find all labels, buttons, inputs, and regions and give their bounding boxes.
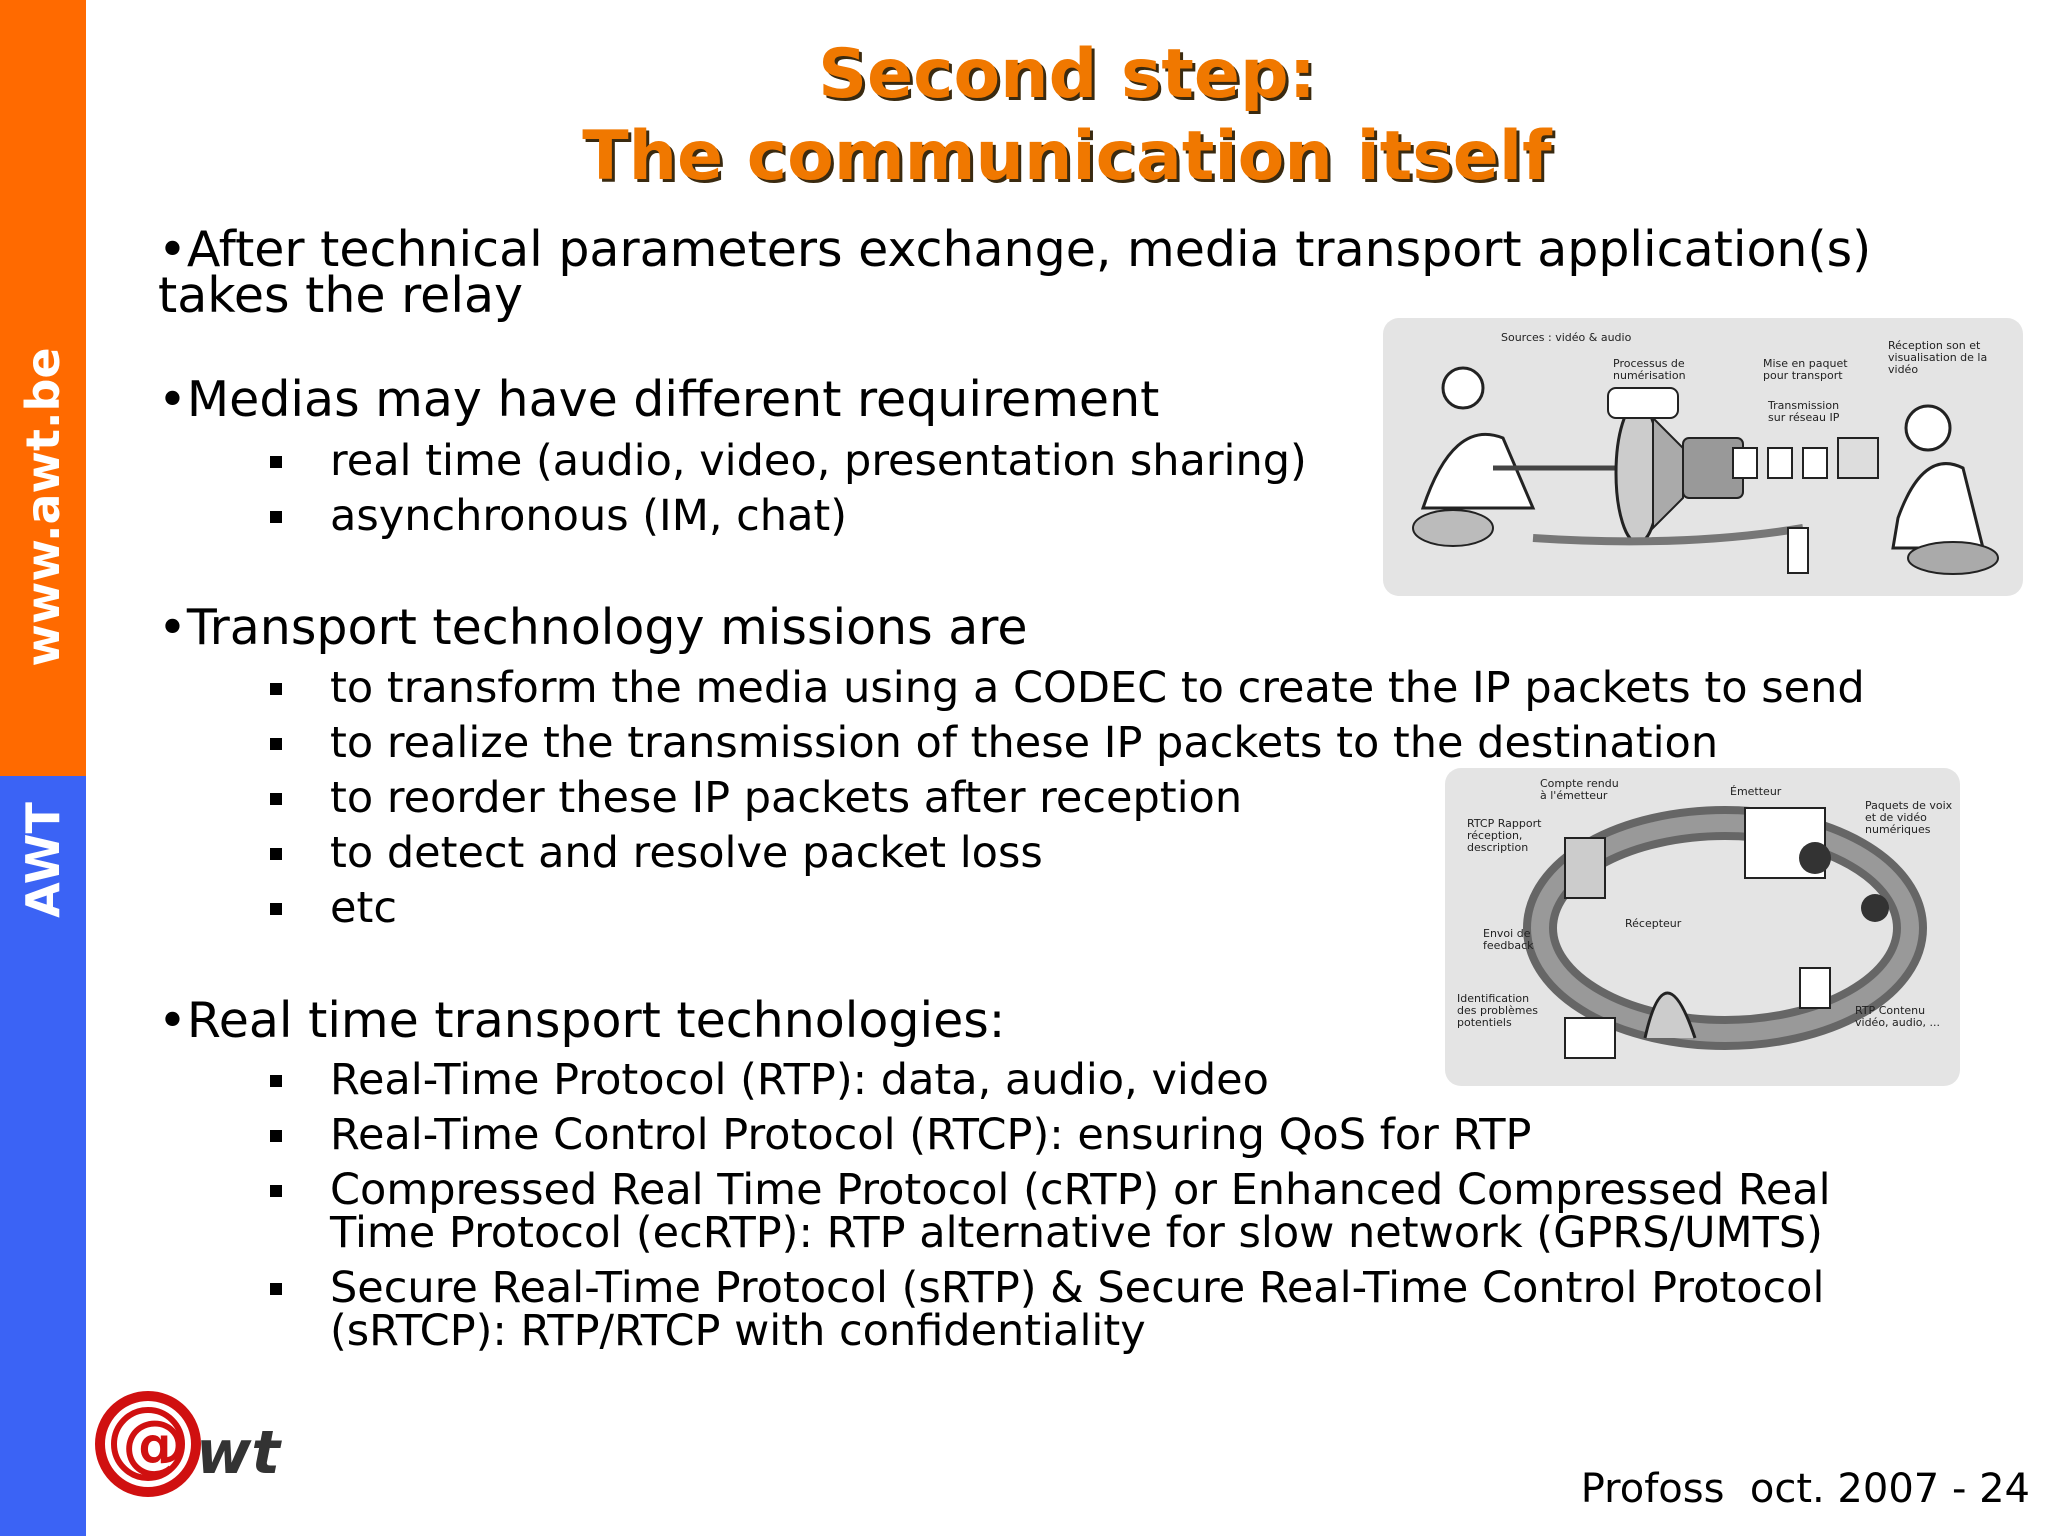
rtp-rtcp-cycle-illustration bbox=[1445, 768, 1960, 1086]
sub-bullet-marker bbox=[270, 1185, 282, 1197]
fig2-caption-rtcp: RTCP Rapport réception, description bbox=[1467, 817, 1542, 854]
bullet-3: •Transport technology missions are bbox=[158, 599, 1028, 656]
fig1-caption-transmit: Transmission sur réseau IP bbox=[1768, 399, 1840, 424]
svg-text:@: @ bbox=[122, 1408, 186, 1482]
bullet-3-sub-1: to transform the media using a CODEC to create the IP packets to send bbox=[330, 663, 1865, 713]
sub-bullet-marker bbox=[270, 903, 282, 915]
fig2-caption-problems: Identification des problèmes potentiels bbox=[1457, 992, 1538, 1029]
fig2-caption-sender: Émetteur bbox=[1730, 785, 1782, 798]
fig1-caption-packetize: Mise en paquet pour transport bbox=[1763, 357, 1848, 382]
fig1-caption-receive: Réception son et visualisation de la vidéo bbox=[1888, 339, 1988, 376]
media-pipeline-illustration bbox=[1383, 318, 2023, 596]
fig2-caption-rtp: RTP Contenu vidéo, audio, ... bbox=[1855, 1004, 1941, 1029]
fig1-caption-digitize: Processus de numérisation bbox=[1613, 357, 1686, 382]
bullet-3-sub-5: etc bbox=[330, 883, 397, 933]
sidebar-brand: AWT bbox=[16, 802, 70, 918]
bullet-4: •Real time transport technologies: bbox=[158, 992, 1006, 1049]
bullet-3-sub-3: to reorder these IP packets after reception bbox=[330, 773, 1243, 823]
bullet-4-sub-3-line2: Time Protocol (ecRTP): RTP alternative for slow network (GPRS/UMTS) bbox=[330, 1208, 1823, 1258]
sub-bullet-marker bbox=[270, 1075, 282, 1087]
bullet-2-sub-2: asynchronous (IM, chat) bbox=[330, 491, 848, 541]
sub-bullet-marker bbox=[270, 456, 282, 468]
sub-bullet-marker bbox=[270, 738, 282, 750]
sub-bullet-marker bbox=[270, 1130, 282, 1142]
fig2-caption-receiver: Récepteur bbox=[1625, 917, 1682, 930]
sidebar-url: www.awt.be bbox=[16, 347, 70, 667]
awt-logo-text: wt bbox=[196, 1418, 281, 1488]
bullet-3-sub-2: to realize the transmission of these IP packets to the destination bbox=[330, 718, 1719, 768]
slide-title-line2: The communication itself bbox=[582, 117, 1552, 196]
bullet-3-sub-4: to detect and resolve packet loss bbox=[330, 828, 1043, 878]
bullet-2-sub-1: real time (audio, video, presentation sharing) bbox=[330, 436, 1307, 486]
bullet-4-sub-4-line2: (sRTCP): RTP/RTCP with confidentiality bbox=[330, 1306, 1146, 1356]
sub-bullet-marker bbox=[270, 683, 282, 695]
slide-title-line1: Second step: bbox=[818, 35, 1316, 114]
bullet-4-sub-1: Real-Time Protocol (RTP): data, audio, video bbox=[330, 1055, 1269, 1105]
sub-bullet-marker bbox=[270, 848, 282, 860]
sub-bullet-marker bbox=[270, 1283, 282, 1295]
fig2-caption-feedback: Envoi de feedback bbox=[1483, 927, 1534, 952]
bullet-1-line2: takes the relay bbox=[158, 267, 523, 324]
bullet-4-sub-2: Real-Time Control Protocol (RTCP): ensuring QoS for RTP bbox=[330, 1110, 1532, 1160]
fig1-caption-sources: Sources : vidéo & audio bbox=[1501, 331, 1632, 344]
fig2-caption-packets: Paquets de voix et de vidéo numériques bbox=[1865, 799, 1953, 836]
bullet-1-line1: •After technical parameters exchange, media transport application(s) bbox=[158, 221, 1872, 278]
sub-bullet-marker bbox=[270, 511, 282, 523]
sub-bullet-marker bbox=[270, 793, 282, 805]
slide-footer: Profoss oct. 2007 - 24 bbox=[1580, 1466, 2030, 1512]
bullet-4-sub-3-line1: Compressed Real Time Protocol (cRTP) or Enhanced Compressed Real bbox=[330, 1165, 1831, 1215]
bullet-2: •Medias may have different requirement bbox=[158, 371, 1160, 428]
bullet-4-sub-4-line1: Secure Real-Time Protocol (sRTP) & Secure Real-Time Control Protocol bbox=[330, 1263, 1825, 1313]
fig2-caption-report: Compte rendu à l'émetteur bbox=[1540, 777, 1619, 802]
